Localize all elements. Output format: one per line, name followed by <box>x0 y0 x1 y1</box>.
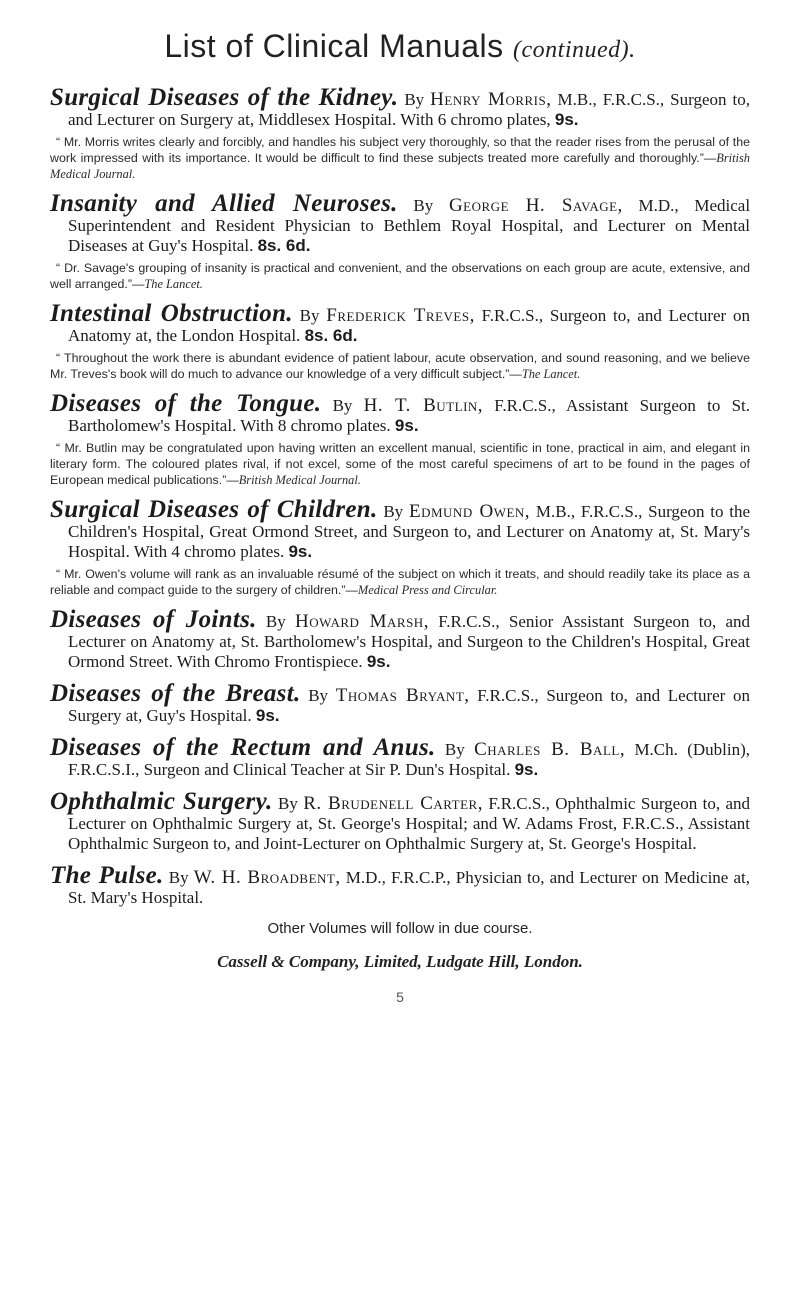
entry-author: Henry Morris, <box>430 89 552 110</box>
entry-details: F.R.C.S., Surgeon to, and Lecturer on Anatomy at, the London Hospital. <box>68 306 750 345</box>
review-quote: “ Mr. Butlin may be congratulated upon having written an excellent manual, scientific in tone, practical in aim, and elegant in literary form. The coloured plates rival, if not excel, some of the most careful specimens of art to be found in the pages of European medical publications.”— <box>50 441 750 487</box>
entry-price: 8s. 6d. <box>257 236 311 255</box>
entry-description <box>50 606 751 672</box>
entry-title: Insanity and Allied Neuroses. <box>50 190 398 217</box>
entry-price: 9s. <box>514 760 539 779</box>
entry-details: M.D., Medical Superintendent and Resident Physician to Bethlem Royal Hospital, and Lecturer on Mental Diseases at Guy's Hospital. <box>68 196 751 255</box>
entry-title: Diseases of Joints. <box>50 606 257 633</box>
review-quote: “ Mr. Morris writes clearly and forcibly, and handles his subject very thoroughly, so that the reader rises from the perusal of the work impressed with its importance. It would be difficult to find these subjects treated more carefully and thoroughly.”— <box>50 135 750 165</box>
entry-price: 9s. <box>554 110 579 129</box>
manual-entry <box>50 390 751 488</box>
review-source: The Lancet. <box>144 277 203 291</box>
entry-details: M.D., F.R.C.P., Physician to, and Lecturer on Medicine at, St. Mary's Hospital. <box>68 868 751 907</box>
entry-author: R. Brudenell Carter, <box>303 793 483 814</box>
entry-description <box>50 84 750 130</box>
entry-by: By <box>168 868 189 887</box>
review-source: British Medical Journal. <box>238 473 361 487</box>
entry-details: M.B., F.R.C.S., Surgeon to, and Lecturer on Surgery at, Middlesex Hospital. With 6 chromo plates, <box>68 90 750 129</box>
entry-details: M.Ch. (Dublin), F.R.C.S.I., Surgeon and Clinical Teacher at Sir P. Dun's Hospital. <box>68 740 751 779</box>
entry-title: The Pulse. <box>50 862 164 889</box>
page-number: 5 <box>396 989 404 1005</box>
entry-title: Diseases of the Tongue. <box>50 390 322 417</box>
entry-description <box>50 788 751 854</box>
review-source: Medical Press and Circular. <box>357 583 498 597</box>
entry-price: 8s. 6d. <box>304 326 358 345</box>
entry-by: By <box>413 196 434 215</box>
entry-review <box>50 134 750 182</box>
entry-title: Diseases of the Rectum and Anus. <box>50 734 436 761</box>
page-header <box>0 28 800 65</box>
footer-note: Other Volumes will follow in due course. <box>267 920 533 937</box>
entry-description <box>50 390 751 436</box>
entry-author: Howard Marsh, <box>295 611 429 632</box>
manual-entry <box>50 606 751 672</box>
entry-description <box>50 734 751 780</box>
entry-description <box>50 190 751 256</box>
entry-title: Surgical Diseases of Children. <box>50 496 378 523</box>
manual-entry <box>50 496 751 598</box>
entry-price: 9s. <box>255 706 280 725</box>
entry-review <box>50 260 750 292</box>
entry-by: By <box>299 306 320 325</box>
manual-entry <box>50 190 751 292</box>
manual-entry <box>50 788 751 854</box>
entry-by: By <box>383 502 404 521</box>
review-source: The Lancet. <box>521 367 581 381</box>
entry-by: By <box>404 90 425 109</box>
entry-review <box>50 440 750 488</box>
entry-description <box>50 496 751 562</box>
review-source: British Medical Journal. <box>50 151 750 181</box>
review-quote: “ Throughout the work there is abundant evidence of patient labour, acute observation, and sound reasoning, and we believe Mr. Treves's book will do much to advance our knowledge of a very difficult subject.”— <box>50 351 750 381</box>
header-title: List of Clinical Manuals <box>164 28 504 64</box>
manual-entry <box>50 734 751 780</box>
entry-details: F.R.C.S., Senior Assistant Surgeon to, and Lecturer on Anatomy at, St. Bartholomew's Hospital, and Surgeon to the Children's Hospital, Great Ormond Street. With Chromo Frontispiece. <box>68 612 751 671</box>
entry-author: H. T. Butlin, <box>363 395 484 416</box>
entry-price: 9s. <box>394 416 419 435</box>
entry-title: Surgical Diseases of the Kidney. <box>50 84 399 111</box>
entry-by: By <box>278 794 298 813</box>
entry-author: Thomas Bryant, <box>335 685 470 706</box>
entry-title: Ophthalmic Surgery. <box>50 788 273 815</box>
manual-entry <box>50 300 750 382</box>
entry-price: 9s. <box>366 652 391 671</box>
entry-by: By <box>444 740 465 759</box>
entry-review <box>50 350 750 382</box>
review-quote: “ Dr. Savage's grouping of insanity is practical and convenient, and the observations on each group are acute, extensive, and well arranged.”— <box>50 261 750 291</box>
entry-author: W. H. Broadbent, <box>193 867 341 888</box>
manual-list <box>50 84 751 1019</box>
entry-author: George H. Savage, <box>448 195 623 216</box>
manual-entry <box>50 84 750 182</box>
entry-details: F.R.C.S., Surgeon to, and Lecturer on Surgery at, Guy's Hospital. <box>68 686 751 725</box>
entry-description <box>50 862 751 908</box>
review-quote: “ Mr. Owen's volume will rank as an invaluable résumé of the subject on which it treats, and should readily take its place as a reliable and compact guide to the surgery of children.”— <box>50 567 750 597</box>
entry-details: M.B., F.R.C.S., Surgeon to the Children's Hospital, Great Ormond Street, and Surgeon to, and Lecturer on Anatomy at, St. Mary's Hospital. With 4 chromo plates. <box>68 502 751 561</box>
header-continued: (continued). <box>513 37 636 63</box>
entry-author: Edmund Owen, <box>408 501 531 522</box>
entry-description <box>50 300 750 346</box>
entry-author: Charles B. Ball, <box>474 739 626 760</box>
entry-description <box>50 680 751 726</box>
entry-by: By <box>265 612 286 631</box>
entry-price: 9s. <box>288 542 313 561</box>
entry-by: By <box>332 396 353 415</box>
manual-entry <box>50 862 751 908</box>
publisher-imprint: Cassell & Company, Limited, Ludgate Hill, London. <box>217 952 583 971</box>
entry-title: Intestinal Obstruction. <box>50 300 293 327</box>
entry-review <box>50 566 750 598</box>
entry-by: By <box>308 686 329 705</box>
entry-author: Frederick Treves, <box>326 305 475 326</box>
entry-title: Diseases of the Breast. <box>50 680 301 707</box>
entry-details: F.R.C.S., Assistant Surgeon to St. Bartholomew's Hospital. With 8 chromo plates. <box>68 396 751 435</box>
entry-details: F.R.C.S., Ophthalmic Surgeon to, and Lecturer on Ophthalmic Surgery at, St. George's Hospital; and W. Adams Frost, F.R.C.S., Assistant Ophthalmic Surgeon to, and Joint-Lecturer on Ophthalmic Surgery at, St. George's Hospital. <box>68 794 751 853</box>
manual-entry <box>50 680 751 726</box>
